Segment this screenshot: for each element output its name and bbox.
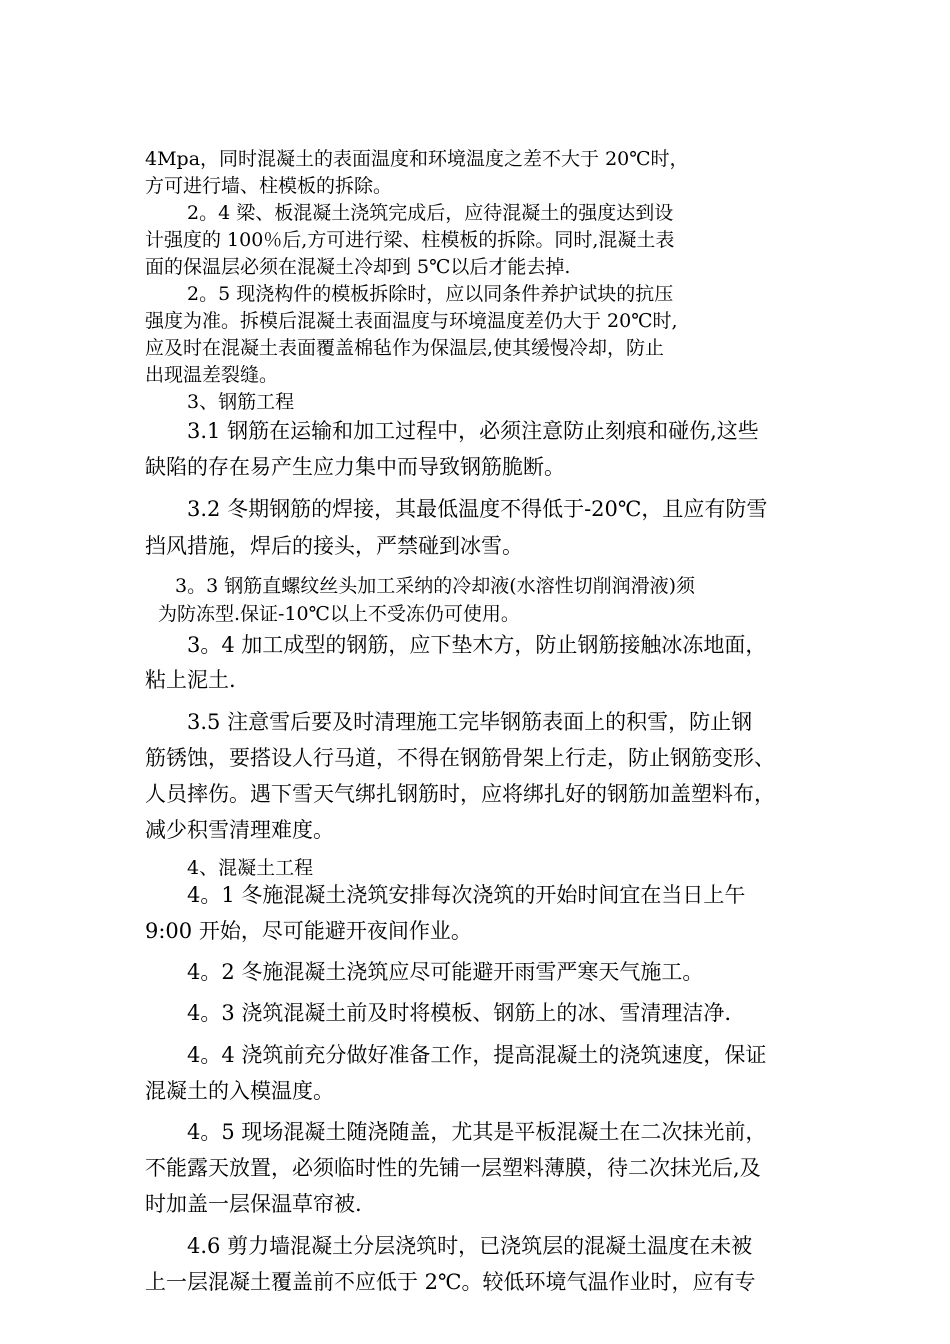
text-line: 3。4 加工成型的钢筋，应下垫木方，防止钢筋接触冰冻地面， bbox=[187, 633, 767, 657]
text-line: 计强度的 100％后,方可进行梁、柱模板的拆除。同时,混凝土表 bbox=[145, 229, 675, 251]
text-line: 4.6 剪力墙混凝土分层浇筑时，已浇筑层的混凝土温度在未被 bbox=[187, 1234, 753, 1258]
text-line: 3.2 冬期钢筋的焊接，其最低温度不得低于-20℃，且应有防雪 bbox=[187, 497, 768, 521]
text-line: 9:00 开始，尽可能避开夜间作业。 bbox=[145, 919, 472, 943]
text-line: 减少积雪清理难度。 bbox=[145, 818, 334, 842]
text-line: 4Mpa，同时混凝土的表面温度和环境温度之差不大于 20℃时， bbox=[145, 148, 689, 170]
text-line: 粘上泥土. bbox=[145, 668, 236, 692]
text-line: 3.1 钢筋在运输和加工过程中，必须注意防止刻痕和碰伤,这些 bbox=[187, 419, 759, 443]
text-line: 筋锈蚀，要搭设人行马道，不得在钢筋骨架上行走，防止钢筋变形、 bbox=[145, 746, 775, 770]
text-line: 为防冻型.保证-10℃以上不受冻仍可使用。 bbox=[158, 603, 520, 625]
text-line: 4。4 浇筑前充分做好准备工作，提高混凝土的浇筑速度，保证 bbox=[187, 1043, 767, 1067]
text-line: 4。3 浇筑混凝土前及时将模板、钢筋上的冰、雪清理洁净. bbox=[187, 1001, 732, 1025]
section-heading: 3、钢筋工程 bbox=[187, 391, 295, 413]
text-line: 2。5 现浇构件的模板拆除时，应以同条件养护试块的抗压 bbox=[187, 283, 674, 305]
text-line: 2。4 梁、板混凝土浇筑完成后，应待混凝土的强度达到设 bbox=[187, 202, 674, 224]
text-line: 强度为准。拆模后混凝土表面温度与环境温度差仍大于 20℃时, bbox=[145, 310, 678, 332]
text-line: 3。3 钢筋直螺纹丝头加工采纳的冷却液(水溶性切削润滑液)须 bbox=[175, 575, 696, 597]
text-line: 缺陷的存在易产生应力集中而导致钢筋脆断。 bbox=[145, 455, 565, 479]
text-line: 4。1 冬施混凝土浇筑安排每次浇筑的开始时间宜在当日上午 bbox=[187, 883, 746, 907]
text-line: 3.5 注意雪后要及时清理施工完毕钢筋表面上的积雪，防止钢 bbox=[187, 710, 753, 734]
text-line: 上一层混凝土覆盖前不应低于 2℃。较低环境气温作业时，应有专 bbox=[145, 1270, 756, 1294]
text-line: 时加盖一层保温草帘被. bbox=[145, 1192, 362, 1216]
text-line: 4。5 现场混凝土随浇随盖，尤其是平板混凝土在二次抹光前， bbox=[187, 1120, 767, 1144]
text-line: 不能露天放置，必须临时性的先铺一层塑料薄膜，待二次抹光后,及 bbox=[145, 1156, 761, 1180]
text-line: 人员摔伤。遇下雪天气绑扎钢筋时，应将绑扎好的钢筋加盖塑料布， bbox=[145, 782, 775, 806]
text-line: 混凝土的入模温度。 bbox=[145, 1079, 334, 1103]
text-line: 挡风措施，焊后的接头，严禁碰到冰雪。 bbox=[145, 534, 523, 558]
section-heading: 4、混凝土工程 bbox=[187, 857, 314, 879]
text-line: 出现温差裂缝。 bbox=[145, 364, 279, 386]
text-line: 面的保温层必须在混凝土冷却到 5℃以后才能去掉. bbox=[145, 256, 571, 278]
text-line: 方可进行墙、柱模板的拆除。 bbox=[145, 175, 393, 197]
text-line: 应及时在混凝土表面覆盖棉毡作为保温层,使其缓慢冷却，防止 bbox=[145, 337, 665, 359]
text-line: 4。2 冬施混凝土浇筑应尽可能避开雨雪严寒天气施工。 bbox=[187, 960, 704, 984]
